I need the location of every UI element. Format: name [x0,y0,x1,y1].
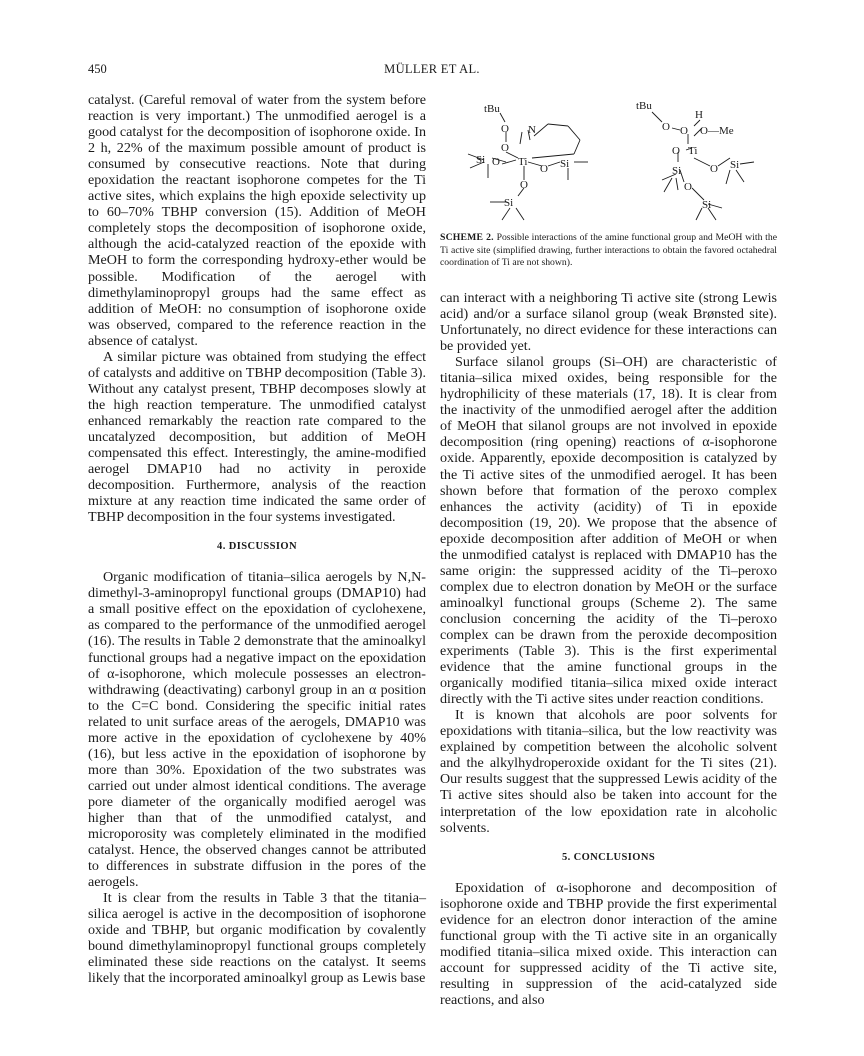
atom-label: O—Me [700,125,734,137]
atom-label: O [520,179,528,191]
atom-label: tBu [636,100,652,112]
section-heading-conclusions: 5. CONCLUSIONS [561,851,656,863]
atom-label: O [662,121,670,133]
paragraph: A similar picture was obtained from studying the effect of catalysts and additive on TBHP decomposition (Table 3). Without any catalyst present, TBHP decomposes slowly at the high reaction temperature. The unmodified catalyst enhanced remarkably the reaction rate compared to the uncatalyzed decomposition, but addition of MeOH compensated this effect. Interestingly, the amine-modified aerogel DMAP10 had no activity in peroxide decomposition. Furthermore, analysis of the reaction mixture at any reaction time indicated the same order of TBHP decomposition in the four systems investigated. [88,348,426,526]
atom-label: Ti [518,156,528,168]
atom-label: O [540,163,548,175]
paragraph: It is clear from the results in Table 3 that the titania–silica aerogel is active in the decomposition of isophorone oxide and TBHP, but organic modification by covalently bound dimethylaminopropyl functional groups completely eliminated these side reactions on the catalyst. It seems likely that the incorporated aminoalkyl group as Lewis base [88,890,426,987]
atom-label: O [501,142,509,154]
page-number: 450 [88,62,107,76]
scheme-caption [440,232,777,270]
atom-label: O [492,156,500,168]
paragraph: It is known that alcohols are poor solvents for epoxidations with titania–silica, but the low reactivity was explained by competition between the alcoholic solvent and the alkylhydroperoxide oxidant for the Ti sites (21). Our results suggest that the suppressed Lewis acidity of the Ti active sites should also be taken into account for the interpretation of the low epoxidation rate in alcoholic solvents. [440,707,777,836]
atom-label: O [680,125,688,137]
paragraph: Epoxidation of α-isophorone and decomposition of isophorone oxide and TBHP provide the first experimental evidence for an electron donor interaction of the amine functional group with the Ti active site in an organically modified titania–silica mixed oxide. This interaction can account for suppressed acidity of the Ti active site, resulting in suppression of the acid-catalyzed side reactions, and also [440,879,777,1008]
atom-label: O [684,181,692,193]
atom-label: H [695,109,703,121]
atom-label: N [528,124,536,136]
running-head: MÜLLER ET AL. [384,62,480,76]
atom-label: O [501,123,509,135]
chemical-structure-drawing [440,92,777,232]
section-heading-discussion: 4. DISCUSSION [217,541,297,553]
atom-label: Si [730,159,740,171]
paragraph: can interact with a neighboring Ti active site (strong Lewis acid) and/or a surface silanol group (weak Brønsted site). Unfortunately, no direct evidence for these interactions can be provided yet. [440,290,777,355]
atom-label: tBu [484,103,500,115]
right-column [440,290,777,1008]
left-column [88,92,426,986]
caption-label: SCHEME 2. [440,232,494,243]
atom-label: Si [560,158,570,170]
atom-label: Si [702,199,712,211]
atom-label: Si [672,165,682,177]
atom-label: Si [504,197,514,209]
atom-label: O [672,145,680,157]
paragraph: catalyst. (Careful removal of water from the system before reaction is very important.) The unmodified aerogel is a good catalyst for the decomposition of isophorone oxide. In 2 h, 22% of the maximum possible amount of product is consumed by consecutive reactions. Note that during epoxidation the reactant isophorone competes for the Ti active sites, which explains the high epoxide selectivity up to 60–70% TBHP conversion (15). Addition of MeOH completely stops the decomposition of isophorone oxide, although the acid-catalyzed reaction of the epoxide with MeOH to form the corresponding hydroxy-ether would be possible. Modification of the aerogel with dimethylaminopropyl groups had the same effect as addition of MeOH: no consumption of isophorone oxide was observed, compared to the reference reaction in the absence of catalyst. [88,92,426,349]
paragraph: Organic modification of titania–silica aerogels by N,N-dimethyl-3-aminopropyl functional groups (DMAP10) had a small positive effect on the epoxidation of cyclohexene, as compared to the performance of the unmodified aerogel (16). The results in Table 2 demonstrate that the aminoalkyl functional groups had a negative impact on the epoxidation of α-isophorone, which molecule possesses an electron-withdrawing (deactivating) carbonyl group in an α position to the C=C bond. Considering the specific initial rates related to unit surface areas of the aerogels, DMAP10 was more active in the epoxidation of cyclohexene by 40% (16), but less active in the epoxidation of isophorone by more than 30%. Epoxidation of the two substrates was carried out under almost identical conditions. The average pore diameter of the organically modified aerogel was higher than that of the unmodified catalyst, and microporosity was completely eliminated in the modified catalyst. Hence, the observed changes cannot be attributed to differences in substrate diffusion in the pores of the aerogels. [88,569,426,891]
page-header [0,62,864,82]
scheme-2-figure [440,92,777,232]
paragraph: Surface silanol groups (Si–OH) are characteristic of titania–silica mixed oxides, being responsible for the hydrophilicity of these materials (17, 18). It is clear from the inactivity of the unmodified aerogel after the addition of MeOH that silanol groups are not involved in epoxide decomposition (ring opening) reactions of α-isophorone oxide. Apparently, epoxide decomposition is catalyzed by the Ti active sites of the unmodified aerogel. It has been shown before that formation of the peroxo complex enhances the activity (acidity) of Ti in epoxide decomposition (19, 20). We propose that the absence of epoxide decomposition after addition of MeOH or when the unmodified catalyst is replaced with DMAP10 has the same origin: the suppressed acidity of the Ti–peroxo complex due to electron donation by MeOH or the surface aminoalkyl functional groups (Scheme 2). The same conclusion concerning the acidity of the Ti–peroxo complex can be drawn from the peroxide decomposition experiments (Table 3). This is the first experimental evidence that the amine functional groups in the organically modified titania–silica mixed oxide interact directly with the Ti active sites under reaction conditions. [440,354,777,708]
caption-text: Possible interactions of the amine functional group and MeOH with the Ti active site (simplified drawing, further interactions to obtain the favored octahedral coordination of Ti are not shown). [440,232,777,268]
atom-label: Si [476,154,486,166]
atom-label: Ti [688,145,698,157]
atom-label: O [710,163,718,175]
